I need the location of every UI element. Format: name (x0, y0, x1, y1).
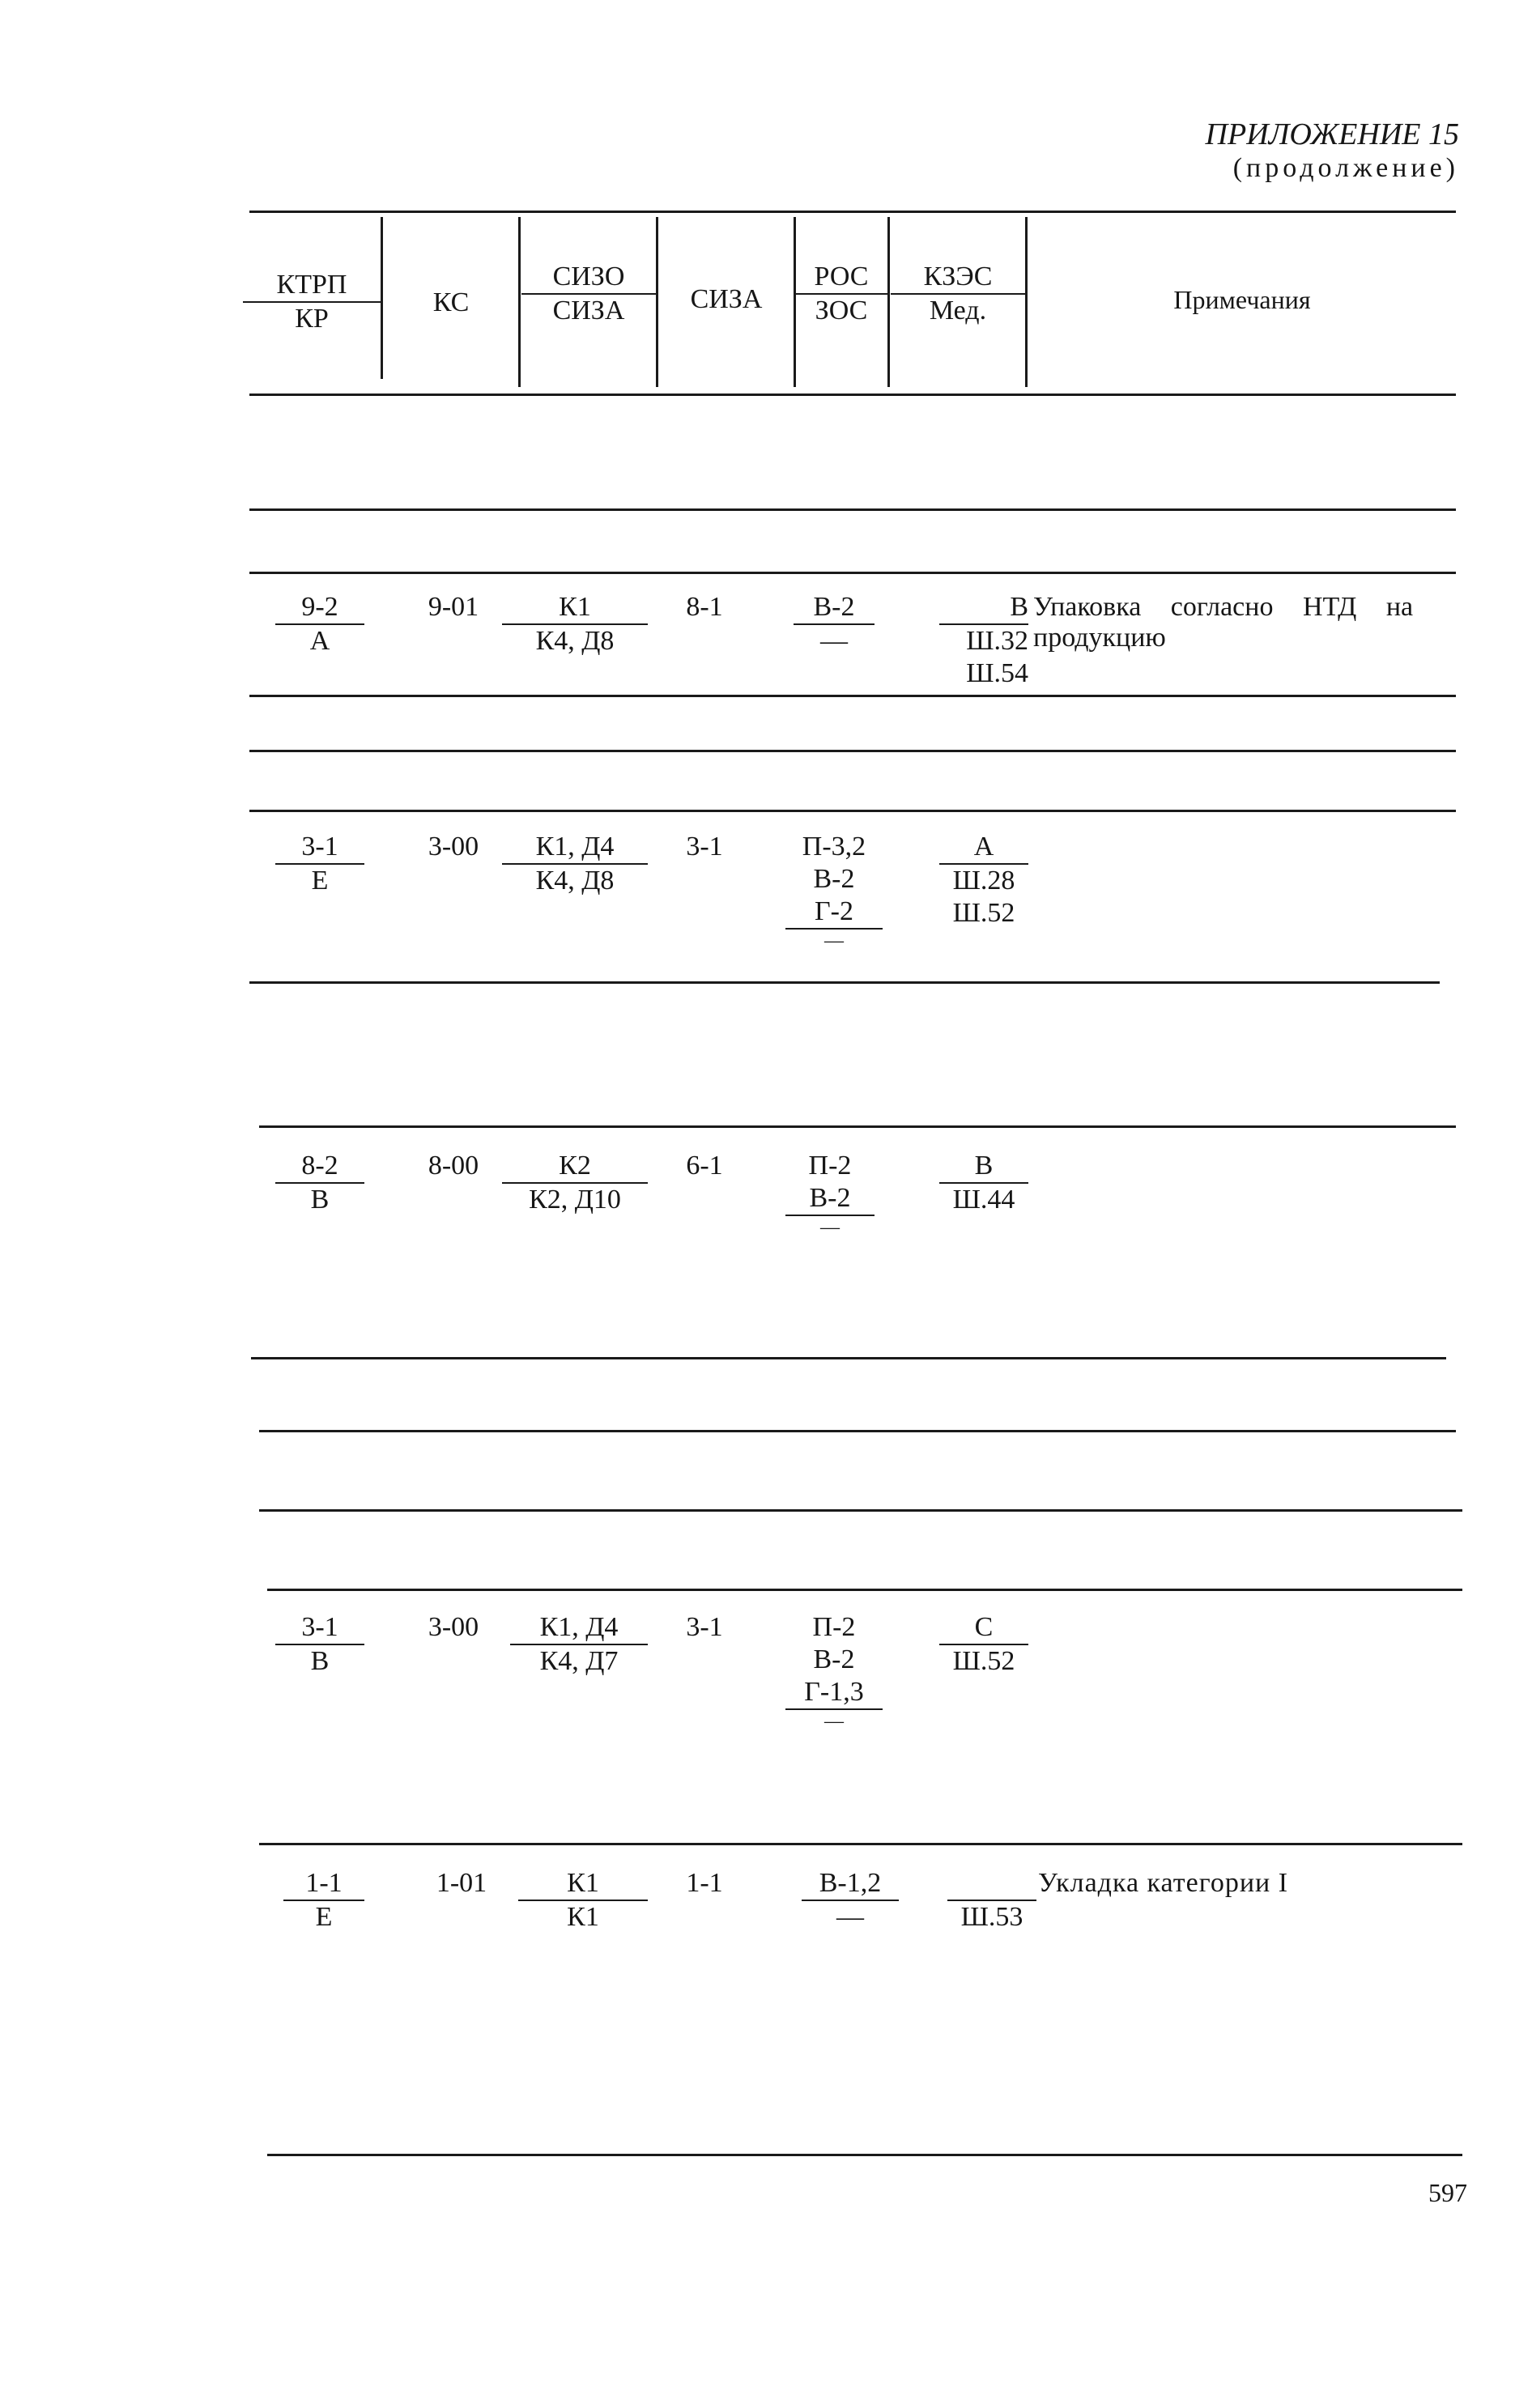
header-bottom-rule (249, 394, 1456, 396)
cell-kzes-med: С Ш.52 (939, 1611, 1028, 1678)
column-header-ktrp: КТРП (243, 269, 381, 303)
cell-ktrp-kr: 1-1 Е (283, 1867, 364, 1934)
cell-ros-zos: П-2 В-2 Г-1,3 — (785, 1611, 883, 1733)
column-header-zos: ЗОС (815, 296, 868, 325)
cell-ros-zos: П-3,2 В-2 Г-2 — (785, 831, 883, 952)
cell-siza: 1-1 (686, 1868, 723, 1898)
row-rule (249, 981, 1440, 984)
row-rule (259, 1509, 1462, 1512)
row-rule (249, 508, 1456, 511)
page-number: 597 (1428, 2178, 1467, 2207)
column-separator (518, 217, 521, 387)
row-rule (251, 1357, 1446, 1359)
cell-note-continued: продукцию (1033, 623, 1166, 653)
column-header-notes: Примечания (1173, 285, 1311, 314)
row-rule (249, 750, 1456, 752)
cell-siza: 3-1 (686, 1612, 723, 1642)
table-bottom-rule (267, 2154, 1462, 2156)
cell-sizo-siza: К2 К2, Д10 (502, 1150, 648, 1216)
row-rule (259, 1843, 1462, 1845)
row-rule (249, 695, 1456, 697)
cell-siza: 3-1 (686, 832, 723, 862)
column-header-ros: РОС (795, 261, 887, 295)
column-header-kzes: КЗЭС (891, 261, 1025, 295)
cell-kzes-med: В Ш.32 Ш.54 (939, 591, 1028, 690)
column-header-sizo: СИЗО (521, 261, 656, 295)
cell-sizo-siza: К1 К1 (518, 1867, 648, 1934)
cell-note: Упаковка согласно НТД на (1033, 592, 1414, 622)
header-top-rule (249, 211, 1456, 213)
column-header-siza-sub: СИЗА (552, 296, 625, 325)
column-header-ros-zos (795, 261, 887, 327)
cell-ks: 3-00 (428, 832, 479, 862)
cell-ros-zos: П-2 В-2 — (785, 1150, 875, 1239)
column-header-ks: КС (432, 287, 470, 317)
cell-ks: 9-01 (428, 592, 479, 622)
cell-kzes-med: В Ш.44 (939, 1150, 1028, 1216)
cell-kzes-med: Ш.53 (947, 1867, 1036, 1934)
cell-ks: 8-00 (428, 1151, 479, 1181)
cell-sizo-siza: К1, Д4 К4, Д8 (502, 831, 648, 897)
cell-sizo-siza: К1, Д4 К4, Д7 (510, 1611, 648, 1678)
cell-ks: 3-00 (428, 1612, 479, 1642)
continuation-label: (продолжение) (1232, 153, 1459, 183)
cell-sizo-siza: К1 К4, Д8 (502, 591, 648, 657)
cell-siza: 8-1 (686, 592, 723, 622)
cell-ktrp-kr: 3-1 В (275, 1611, 364, 1678)
column-separator (656, 217, 658, 387)
row-rule (249, 810, 1456, 812)
row-rule (267, 1589, 1462, 1591)
column-separator (1025, 217, 1028, 387)
cell-ros-zos: В-2 — (794, 591, 875, 657)
cell-note: Укладка категории I (1038, 1868, 1289, 1898)
row-rule (249, 572, 1456, 574)
row-rule (259, 1125, 1456, 1128)
cell-kzes-med: А Ш.28 Ш.52 (939, 831, 1028, 930)
cell-ks: 1-01 (436, 1868, 487, 1898)
appendix-title: ПРИЛОЖЕНИЕ 15 (1205, 117, 1459, 151)
column-separator (887, 217, 890, 387)
column-header-siza: СИЗА (690, 284, 763, 314)
column-header-kr: КР (295, 304, 329, 334)
column-header-med: Мед. (929, 296, 987, 325)
cell-ros-zos: В-1,2 — (802, 1867, 899, 1934)
column-header-kzes-med (891, 261, 1025, 327)
column-separator (381, 217, 383, 379)
cell-siza: 6-1 (686, 1151, 723, 1181)
cell-ktrp-kr: 3-1 Е (275, 831, 364, 897)
row-rule (259, 1430, 1456, 1432)
column-header-ktrp-kr (243, 269, 381, 335)
cell-ktrp-kr: 8-2 В (275, 1150, 364, 1216)
column-header-sizo-siza (521, 261, 656, 327)
cell-ktrp-kr: 9-2 А (275, 591, 364, 657)
